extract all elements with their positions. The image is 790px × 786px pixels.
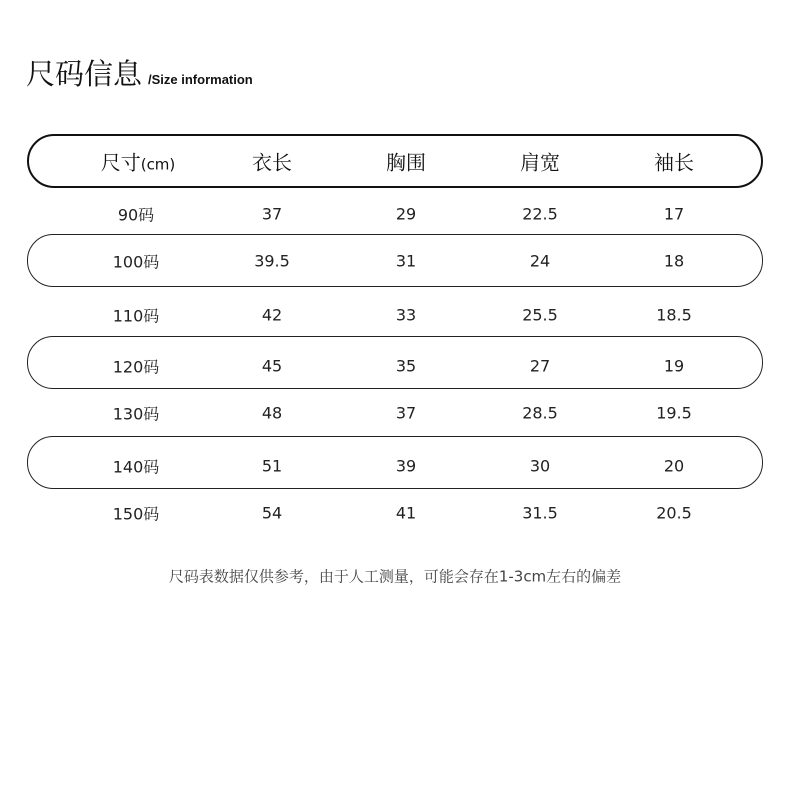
header-sleeve: 袖长	[654, 150, 694, 175]
table-cell-chest: 29	[395, 204, 417, 224]
table-cell-shoulder: 22.5	[522, 204, 558, 224]
table-cell-shoulder: 27	[529, 356, 551, 376]
table-cell-length: 48	[261, 403, 283, 423]
table-cell-size: 130码	[112, 404, 160, 424]
table-cell-length: 39.5	[254, 251, 290, 271]
table-cell-sleeve: 20	[663, 456, 685, 476]
table-cell-sleeve: 18	[663, 251, 685, 271]
table-cell-shoulder: 24	[529, 251, 551, 271]
table-cell-size: 140码	[112, 457, 160, 477]
table-cell-length: 51	[261, 456, 283, 476]
table-cell-sleeve: 17	[663, 204, 685, 224]
table-cell-sleeve: 18.5	[656, 305, 692, 325]
header-length: 衣长	[252, 150, 292, 175]
table-cell-size: 150码	[112, 504, 160, 524]
title-chinese: 尺码信息	[26, 57, 143, 91]
table-cell-shoulder: 25.5	[522, 305, 558, 325]
table-cell-chest: 39	[395, 456, 417, 476]
page-title	[26, 52, 253, 93]
table-cell-chest: 31	[395, 251, 417, 271]
table-cell-size: 100码	[112, 252, 160, 272]
table-cell-length: 37	[261, 204, 283, 224]
table-cell-size: 90码	[117, 205, 155, 225]
header-shoulder: 肩宽	[520, 150, 560, 175]
table-cell-shoulder: 30	[529, 456, 551, 476]
table-cell-sleeve: 19	[663, 356, 685, 376]
table-cell-length: 42	[261, 305, 283, 325]
header-size: 尺寸(cm)	[100, 150, 176, 175]
measurement-note: 尺码表数据仅供参考，由于人工测量，可能会存在1-3cm左右的偏差	[168, 567, 622, 586]
header-chest: 胸围	[386, 150, 426, 175]
title-english: /Size information	[148, 72, 253, 87]
table-cell-length: 45	[261, 356, 283, 376]
table-cell-chest: 37	[395, 403, 417, 423]
table-cell-shoulder: 31.5	[522, 503, 558, 523]
table-cell-size: 110码	[112, 306, 160, 326]
table-cell-size: 120码	[112, 357, 160, 377]
table-cell-chest: 35	[395, 356, 417, 376]
table-cell-sleeve: 20.5	[656, 503, 692, 523]
table-cell-length: 54	[261, 503, 283, 523]
table-cell-shoulder: 28.5	[522, 403, 558, 423]
table-cell-chest: 33	[395, 305, 417, 325]
table-cell-chest: 41	[395, 503, 417, 523]
table-cell-sleeve: 19.5	[656, 403, 692, 423]
